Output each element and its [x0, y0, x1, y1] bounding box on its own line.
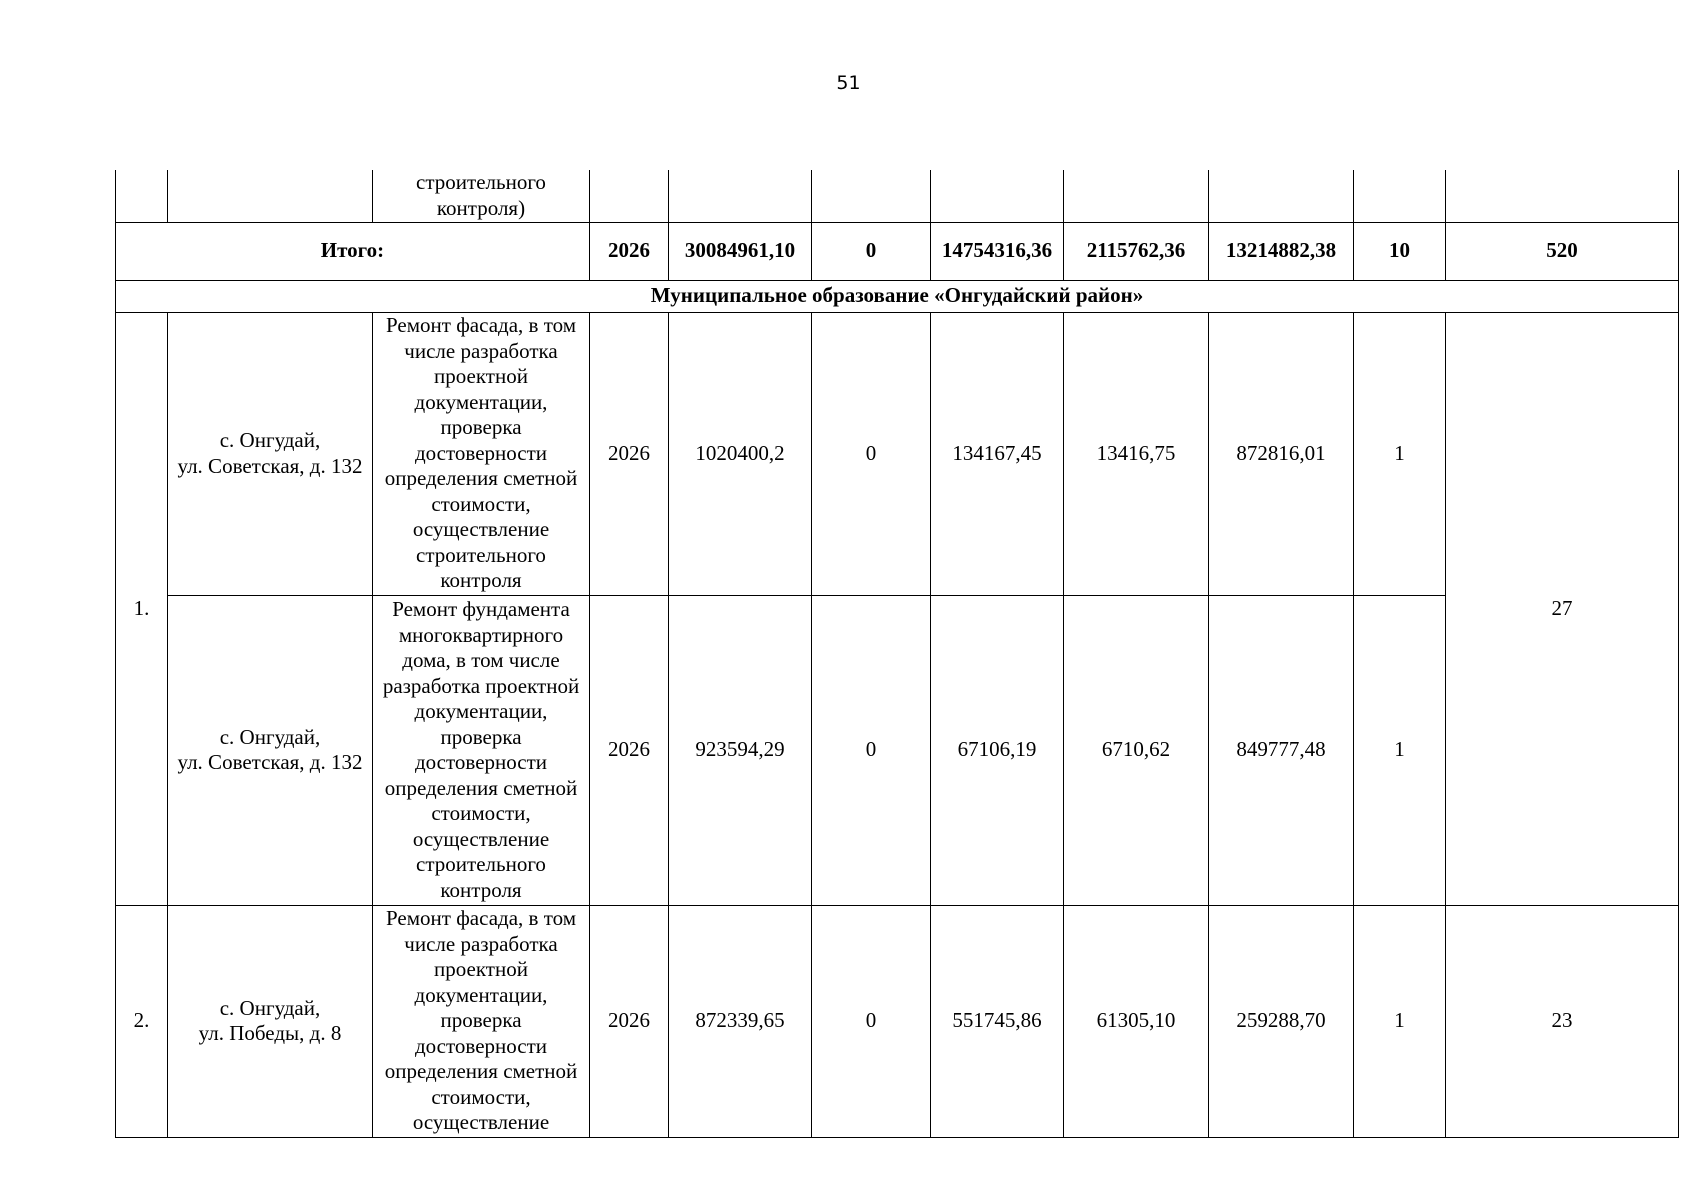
row-owners-funds: 849777,48 — [1209, 595, 1354, 905]
row-count: 1 — [1354, 312, 1446, 595]
total-people: 520 — [1446, 222, 1679, 280]
row-budget-local: 6710,62 — [1064, 595, 1209, 905]
section-row — [116, 280, 1679, 312]
table-row — [116, 905, 1679, 1137]
total-budget-republic: 14754316,36 — [931, 222, 1064, 280]
row-year: 2026 — [590, 312, 669, 595]
repair-program-table — [115, 170, 1679, 1138]
row-address: с. Онгудай, ул. Советская, д. 132 — [168, 312, 373, 595]
row-work: Ремонт фасада, в том числе разработка проектной документации, проверка достоверности определения сметной стоимости, осуществление строительного контроля — [373, 312, 590, 595]
row-work: Ремонт фасада, в том числе разработка проектной документации, проверка достоверности определения сметной стоимости, осуществление — [373, 905, 590, 1137]
page-number: 51 — [836, 72, 861, 94]
total-count: 10 — [1354, 222, 1446, 280]
section-title: Муниципальное образование «Онгудайский район» — [116, 280, 1679, 312]
row-number: 1. — [116, 312, 168, 905]
row-people: 27 — [1446, 312, 1679, 905]
row-count: 1 — [1354, 905, 1446, 1137]
cell-work: строительного контроля) — [373, 170, 590, 222]
row-budget-local: 61305,10 — [1064, 905, 1209, 1137]
row-number: 2. — [116, 905, 168, 1137]
table-row — [116, 312, 1679, 595]
row-owners-funds: 872816,01 — [1209, 312, 1354, 595]
row-count: 1 — [1354, 595, 1446, 905]
row-year: 2026 — [590, 905, 669, 1137]
row-budget-republic: 551745,86 — [931, 905, 1064, 1137]
row-total-cost: 1020400,2 — [669, 312, 812, 595]
row-owners-funds: 259288,70 — [1209, 905, 1354, 1137]
table-row — [116, 595, 1679, 905]
row-total-cost: 872339,65 — [669, 905, 812, 1137]
cell-address — [168, 170, 373, 222]
row-budget-republic: 134167,45 — [931, 312, 1064, 595]
total-fund: 0 — [812, 222, 931, 280]
row-people: 23 — [1446, 905, 1679, 1137]
row-address: с. Онгудай, ул. Победы, д. 8 — [168, 905, 373, 1137]
row-fund: 0 — [812, 905, 931, 1137]
row-work: Ремонт фундамента многоквартирного дома, в том числе разработка проектной документации, проверка достоверности определения сметной стоимости, осуществление строительного контроля — [373, 595, 590, 905]
total-owners-funds: 13214882,38 — [1209, 222, 1354, 280]
row-budget-republic: 67106,19 — [931, 595, 1064, 905]
row-address: с. Онгудай, ул. Советская, д. 132 — [168, 595, 373, 905]
continuation-row — [116, 170, 1679, 222]
total-year: 2026 — [590, 222, 669, 280]
cell-num — [116, 170, 168, 222]
row-year: 2026 — [590, 595, 669, 905]
row-budget-local: 13416,75 — [1064, 312, 1209, 595]
row-fund: 0 — [812, 595, 931, 905]
total-budget-local: 2115762,36 — [1064, 222, 1209, 280]
total-cost: 30084961,10 — [669, 222, 812, 280]
row-fund: 0 — [812, 312, 931, 595]
total-label: Итого: — [116, 222, 590, 280]
total-row — [116, 222, 1679, 280]
row-total-cost: 923594,29 — [669, 595, 812, 905]
